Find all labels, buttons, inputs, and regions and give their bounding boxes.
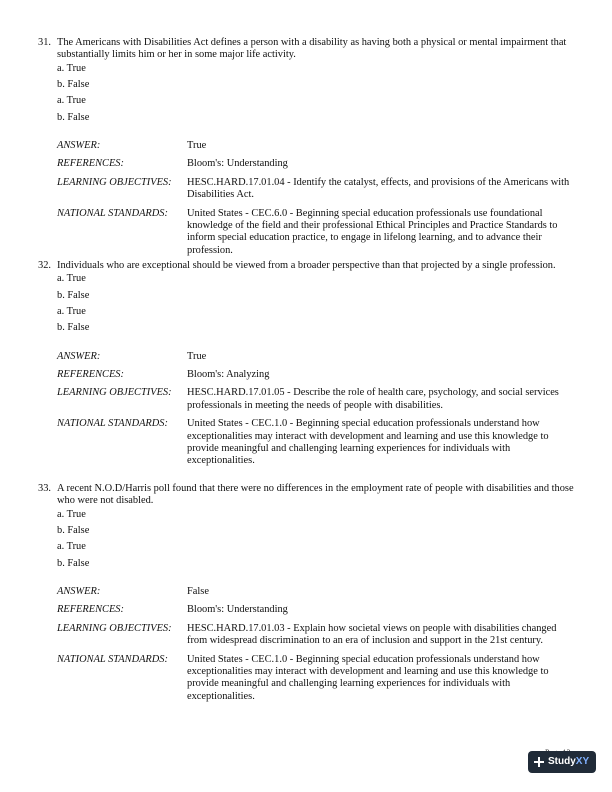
plus-icon [534, 757, 544, 767]
option-b: b. False [57, 557, 90, 569]
option-b: b. False [57, 289, 90, 301]
standards-label: NATIONAL STANDARDS: [57, 207, 168, 219]
standards-row [57, 208, 574, 258]
answer-label: ANSWER: [57, 586, 101, 597]
question-text: Individuals who are exceptional should be viewed from a broader perspective than that projected by a single profession. [57, 260, 556, 271]
answer-value: False [187, 586, 209, 597]
option-b: b. False [57, 79, 90, 91]
objectives-label: LEARNING OBJECTIVES: [57, 176, 172, 188]
answer-options [57, 273, 574, 338]
option-a: a. True [57, 541, 86, 553]
question-31 [38, 37, 574, 263]
option-b: b. False [57, 111, 90, 123]
question-32 [38, 260, 574, 474]
objectives-row [57, 177, 574, 202]
option-a: a. True [57, 273, 86, 285]
option-a: a. True [57, 62, 86, 74]
standards-value: United States - CEC.6.0 - Beginning special education professionals use foundational knowledge of the field and their professional Ethical Principles and Practice Standards to inform special education practice, to engage in lifelong learning, and to advance their profession. [187, 207, 558, 256]
option-b: b. False [57, 322, 90, 334]
references-value: Bloom's: Understanding [187, 604, 288, 616]
references-row [57, 158, 574, 170]
question-metadata [57, 351, 574, 468]
references-row [57, 369, 574, 381]
answer-options [57, 63, 574, 128]
studyxy-badge[interactable] [528, 751, 596, 773]
references-label: REFERENCES: [57, 158, 124, 170]
answer-row [57, 586, 574, 598]
answer-row [57, 140, 574, 152]
question-stem [38, 37, 574, 62]
question-33 [38, 483, 574, 709]
objectives-value: HESC.HARD.17.01.03 - Explain how societal views on people with disabilities changed from widespread discrimination to an era of inclusion and support in the 21st century. [187, 622, 557, 647]
standards-value: United States - CEC.1.0 - Beginning special education professionals understand how exceptionalities may interact with development and learning and use this knowledge to provide meaningful and challenging learning experiences for individuals with exceptionalities. [187, 418, 549, 467]
standards-row [57, 418, 574, 468]
references-label: REFERENCES: [57, 369, 124, 380]
answer-label: ANSWER: [57, 350, 101, 362]
objectives-value: HESC.HARD.17.01.04 - Identify the catalyst, effects, and provisions of the Americans with Disabilities Act. [187, 176, 570, 201]
answer-value: True [187, 350, 207, 362]
option-b: b. False [57, 525, 90, 537]
question-metadata [57, 140, 574, 257]
question-metadata [57, 586, 574, 703]
objectives-label: LEARNING OBJECTIVES: [57, 387, 172, 399]
option-a: a. True [57, 95, 86, 107]
question-stem [38, 483, 574, 508]
objectives-row [57, 387, 574, 412]
option-a: a. True [57, 508, 86, 520]
objectives-label: LEARNING OBJECTIVES: [57, 622, 172, 634]
question-text: The Americans with Disabilities Act defines a person with a disability as having both a physical or mental impairment that substantially limits him or her in some major life activity. [57, 37, 567, 61]
question-text: A recent N.O.D/Harris poll found that there were no differences in the employment rate of people with disabilities and those who were not disabled. [57, 483, 574, 507]
standards-value: United States - CEC.1.0 - Beginning special education professionals understand how exceptionalities may interact with development and learning and use this knowledge to provide meaningful and challenging learning experiences for individuals with exceptionalities. [187, 653, 549, 702]
question-number: 33. [38, 483, 51, 494]
standards-label: NATIONAL STANDARDS: [57, 418, 168, 430]
answer-label: ANSWER: [57, 140, 101, 151]
badge-brand-accent: XY [575, 755, 590, 767]
references-label: REFERENCES: [57, 604, 124, 616]
standards-row [57, 654, 574, 704]
references-value: Bloom's: Understanding [187, 158, 288, 170]
references-value: Bloom's: Analyzing [187, 369, 270, 380]
objectives-row [57, 623, 574, 648]
objectives-value: HESC.HARD.17.01.05 - Describe the role of health care, psychology, and social services professionals in meeting the needs of people with disabilities. [187, 387, 559, 411]
option-a: a. True [57, 306, 86, 317]
question-stem [38, 260, 574, 272]
answer-value: True [187, 140, 207, 151]
badge-brand: Study [548, 755, 576, 767]
answer-row [57, 351, 574, 363]
standards-label: NATIONAL STANDARDS: [57, 653, 168, 665]
answer-options [57, 509, 574, 574]
question-number: 31. [38, 37, 51, 48]
references-row [57, 604, 574, 616]
question-number: 32. [38, 260, 51, 271]
